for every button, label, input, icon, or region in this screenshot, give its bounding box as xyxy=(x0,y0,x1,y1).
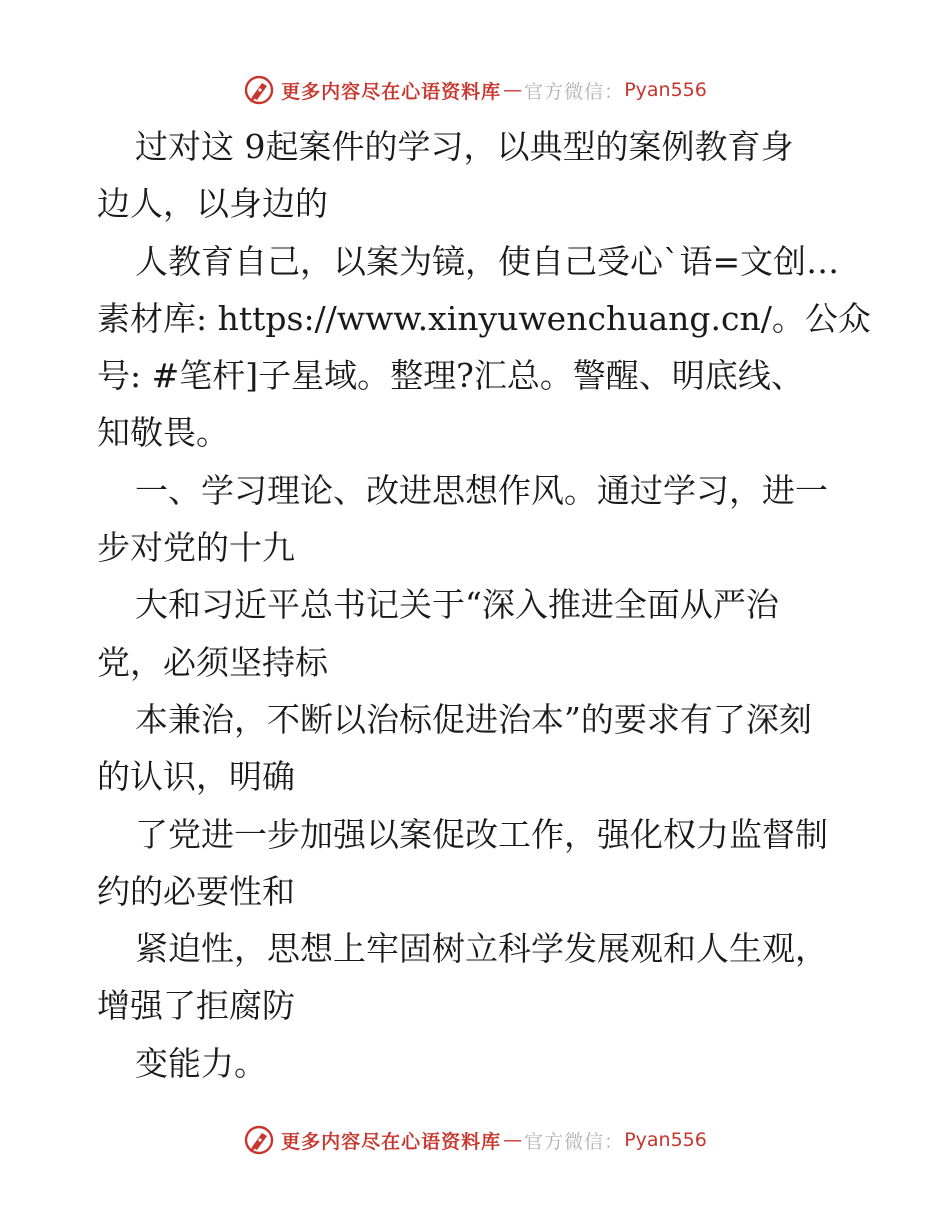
banner-dash: — xyxy=(503,79,523,101)
text-line: 过对这 9起案件的学习，以典型的案例教育身 xyxy=(135,127,794,166)
banner-wechat-id: Pyan556 xyxy=(624,1129,707,1151)
text-line: 党，必须坚持标 xyxy=(97,642,328,682)
text-line: 边人，以身边的 xyxy=(97,184,328,224)
text-line: 本兼治，不断以治标促进治本”的要求有了深刻 xyxy=(135,699,812,739)
banner-wechat-label: 官方微信： xyxy=(524,1130,625,1153)
text-line: 素材库: https://www.xinyuwenchuang.cn/。公众 xyxy=(97,298,871,338)
header-watermark-banner xyxy=(0,70,950,110)
text-line: 知敬畏。 xyxy=(97,413,229,453)
text-line: 一、学习理论、改进思想作风。通过学习，进一 xyxy=(135,470,828,510)
footer-watermark-banner xyxy=(0,1120,950,1160)
pen-nib-logo-icon xyxy=(243,74,275,106)
text-line: 约的必要性和 xyxy=(97,871,295,911)
text-line: 号: #笔杆]子星域。整理?汇总。警醒、明底线、 xyxy=(97,356,804,396)
text-line: 的认识，明确 xyxy=(97,757,295,797)
text-line: 步对党的十九 xyxy=(97,528,295,568)
text-line: 紧迫性，思想上牢固树立科学发展观和人生观， xyxy=(135,929,828,969)
banner-wechat-label: 官方微信： xyxy=(524,80,625,103)
text-line: 人教育自己，以案为镜，使自己受心`语=文创… xyxy=(135,241,840,281)
banner-wechat-id: Pyan556 xyxy=(624,79,707,101)
banner-text: 更多内容尽在心语资料库 xyxy=(281,80,502,103)
text-line: 变能力。 xyxy=(135,1043,267,1083)
text-line: 了党进一步加强以案促改工作，强化权力监督制 xyxy=(135,814,828,854)
banner-text: 更多内容尽在心语资料库 xyxy=(281,1130,502,1153)
pen-nib-logo-icon xyxy=(243,1124,275,1156)
document-body xyxy=(97,118,871,1092)
banner-dash: — xyxy=(503,1129,523,1151)
text-line: 增强了拒腐防 xyxy=(97,986,295,1026)
text-line: 大和习近平总书记关于“深入推进全面从严治 xyxy=(135,585,779,625)
